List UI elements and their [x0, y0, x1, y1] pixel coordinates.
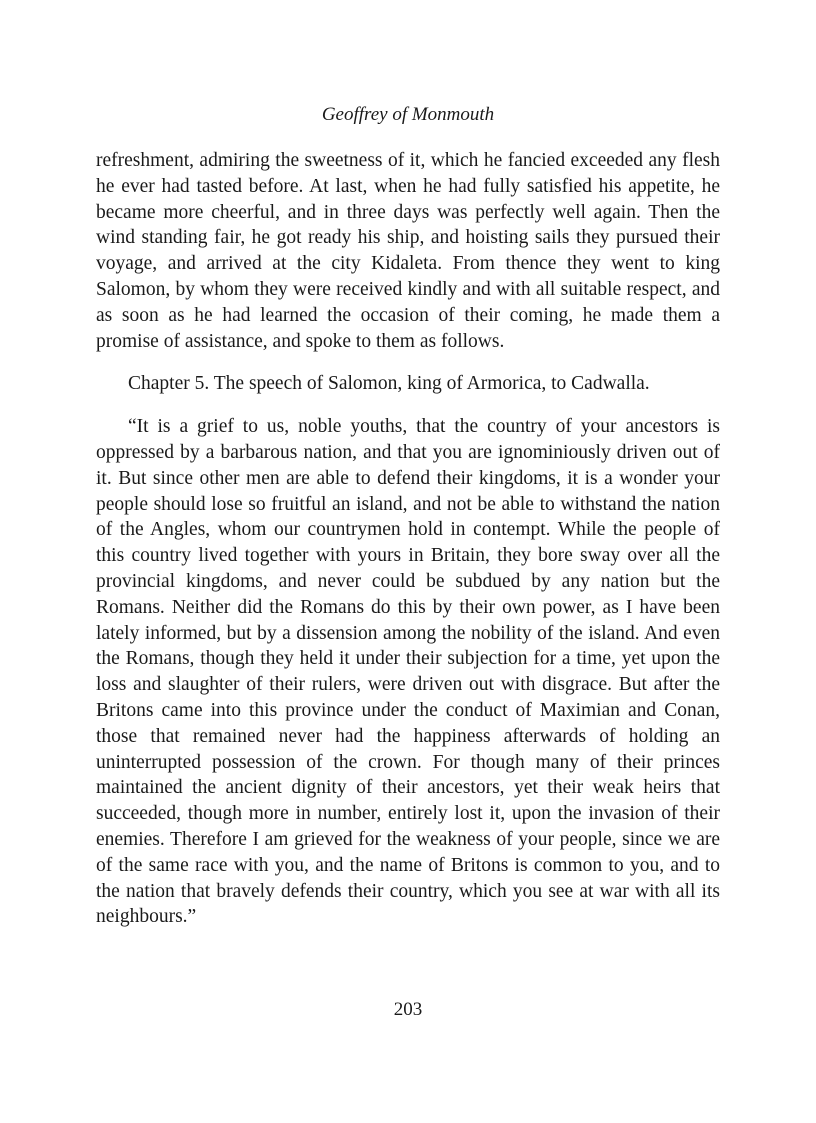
chapter-heading: Chapter 5. The speech of Salomon, king of Armorica, to Cadwalla.: [128, 373, 650, 395]
running-header: Geoffrey of Monmouth: [321, 104, 495, 125]
paragraph-continuation: refreshment, admiring the sweetness of it, which he fancied exceeded any flesh he ever had tasted before. At last, when he had fully satisfied his appetite, he became more cheerful, and in three days was perfectly well again. Then the wind standing fair, he got ready his ship, and hoisting sails they pursued their voyage, and arrived at the city Kidaleta. From thence they went to king Salomon, by whom they were received kindly and with all suitable respect, and as soon as he had learned the occasion of their coming, he made them a promise of assistance, and spoke to them as follows.: [96, 150, 720, 352]
paragraph-speech: “It is a grief to us, noble youths, that the country of your ancestors is oppressed by a barbarous nation, and that you are ignominiously driven out of it. But since other men are able to defend their kingdoms, it is a wonder your people should lose so fruitful an island, and not be able to withstand the nation of the Angles, whom our countrymen hold in contempt. While the people of this country lived together with yours in Britain, they bore sway over all the provincial kingdoms, and never could be subdued by any nation but the Romans. Neither did the Romans do this by their own power, as I have been lately informed, but by a dissension among the nobility of the island. And even the Romans, though they held it under their subjection for a time, yet upon the loss and slaughter of their rulers, were driven out with disgrace. But after the Britons came into this province under the conduct of Maximian and Conan, those that remained never had the happiness afterwards of holding an uninterrupted possession of the crown. For though many of their princes maintained the ancient dignity of their ancestors, yet their weak heirs that succeeded, though more in number, entirely lost it, upon the invasion of their enemies. Therefore I am grieved for the weakness of your people, since we are of the same race with you, and the name of Britons is common to you, and to the nation that bravely defends their country, which you see at war with all its neighbours.”: [96, 416, 720, 928]
page-number: 203: [393, 999, 423, 1020]
body-text: [96, 148, 720, 930]
